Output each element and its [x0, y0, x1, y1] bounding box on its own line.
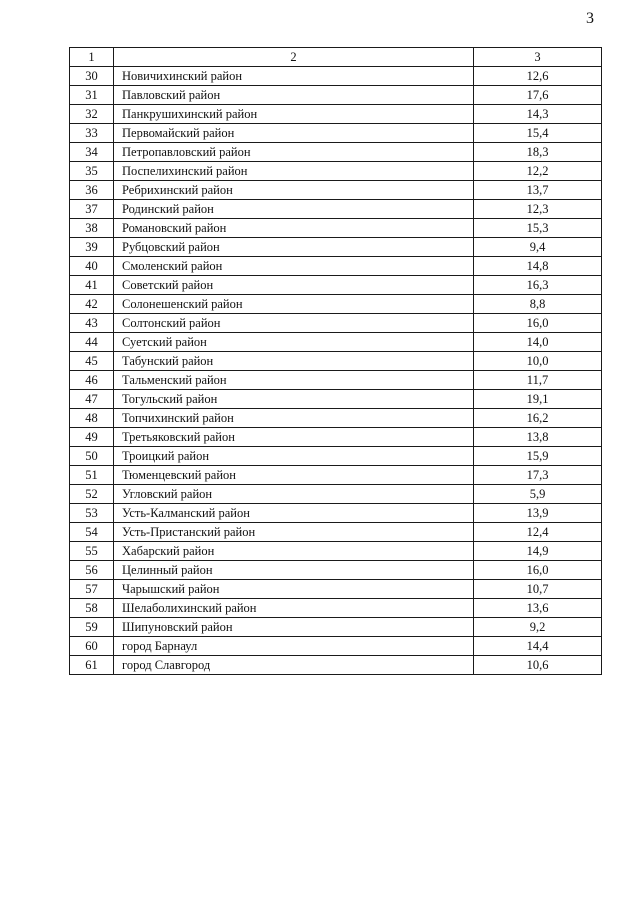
district-name: Троицкий район — [114, 447, 474, 466]
district-name: Угловский район — [114, 485, 474, 504]
row-number: 44 — [70, 333, 114, 352]
row-number: 36 — [70, 181, 114, 200]
district-name: Солонешенский район — [114, 295, 474, 314]
district-value: 14,9 — [474, 542, 602, 561]
table-row — [70, 238, 602, 257]
district-value: 13,7 — [474, 181, 602, 200]
district-name: Чарышский район — [114, 580, 474, 599]
district-name: Новичихинский район — [114, 67, 474, 86]
table-row — [70, 162, 602, 181]
district-value: 10,6 — [474, 656, 602, 675]
row-number: 57 — [70, 580, 114, 599]
district-name: Топчихинский район — [114, 409, 474, 428]
table-row — [70, 504, 602, 523]
district-name: Солтонский район — [114, 314, 474, 333]
row-number: 61 — [70, 656, 114, 675]
table-row — [70, 485, 602, 504]
district-name: Третьяковский район — [114, 428, 474, 447]
district-name: Усть-Калманский район — [114, 504, 474, 523]
district-name: Тогульский район — [114, 390, 474, 409]
district-value: 16,3 — [474, 276, 602, 295]
table-row — [70, 428, 602, 447]
district-value: 15,9 — [474, 447, 602, 466]
table-row — [70, 181, 602, 200]
district-value: 13,9 — [474, 504, 602, 523]
row-number: 47 — [70, 390, 114, 409]
row-number: 37 — [70, 200, 114, 219]
row-number: 50 — [70, 447, 114, 466]
district-table — [69, 47, 602, 675]
column-header-number: 1 — [70, 48, 114, 67]
district-value: 12,6 — [474, 67, 602, 86]
district-value: 19,1 — [474, 390, 602, 409]
table-row — [70, 656, 602, 675]
table-row — [70, 390, 602, 409]
table-row — [70, 561, 602, 580]
row-number: 31 — [70, 86, 114, 105]
district-name: Суетский район — [114, 333, 474, 352]
district-value: 5,9 — [474, 485, 602, 504]
district-name: Поспелихинский район — [114, 162, 474, 181]
table-row — [70, 523, 602, 542]
district-name: Первомайский район — [114, 124, 474, 143]
district-value: 17,6 — [474, 86, 602, 105]
district-name: Смоленский район — [114, 257, 474, 276]
district-name: город Барнаул — [114, 637, 474, 656]
district-value: 14,0 — [474, 333, 602, 352]
table-row — [70, 466, 602, 485]
table-row — [70, 257, 602, 276]
district-name: Шелаболихинский район — [114, 599, 474, 618]
table-row — [70, 447, 602, 466]
district-value: 11,7 — [474, 371, 602, 390]
row-number: 35 — [70, 162, 114, 181]
table-row — [70, 86, 602, 105]
table-row — [70, 352, 602, 371]
row-number: 58 — [70, 599, 114, 618]
page-number: 3 — [586, 10, 594, 27]
district-value: 14,3 — [474, 105, 602, 124]
row-number: 55 — [70, 542, 114, 561]
row-number: 51 — [70, 466, 114, 485]
table-row — [70, 219, 602, 238]
district-name: Панкрушихинский район — [114, 105, 474, 124]
row-number: 40 — [70, 257, 114, 276]
district-value: 12,4 — [474, 523, 602, 542]
row-number: 54 — [70, 523, 114, 542]
row-number: 30 — [70, 67, 114, 86]
district-value: 13,8 — [474, 428, 602, 447]
table-row — [70, 371, 602, 390]
row-number: 33 — [70, 124, 114, 143]
row-number: 45 — [70, 352, 114, 371]
district-name: Шипуновский район — [114, 618, 474, 637]
row-number: 39 — [70, 238, 114, 257]
table-row — [70, 143, 602, 162]
district-value: 9,4 — [474, 238, 602, 257]
row-number: 38 — [70, 219, 114, 238]
table-row — [70, 276, 602, 295]
district-name: Советский район — [114, 276, 474, 295]
district-value: 14,8 — [474, 257, 602, 276]
row-number: 46 — [70, 371, 114, 390]
row-number: 32 — [70, 105, 114, 124]
district-value: 14,4 — [474, 637, 602, 656]
row-number: 53 — [70, 504, 114, 523]
table-row — [70, 200, 602, 219]
district-name: Тюменцевский район — [114, 466, 474, 485]
district-name: Хабарский район — [114, 542, 474, 561]
table-row — [70, 409, 602, 428]
district-value: 15,3 — [474, 219, 602, 238]
table-header-row — [70, 48, 602, 67]
district-name: Ребрихинский район — [114, 181, 474, 200]
table-row — [70, 637, 602, 656]
district-name: Целинный район — [114, 561, 474, 580]
column-header-value: 3 — [474, 48, 602, 67]
row-number: 34 — [70, 143, 114, 162]
district-value: 12,3 — [474, 200, 602, 219]
row-number: 52 — [70, 485, 114, 504]
district-name: Петропавловский район — [114, 143, 474, 162]
table-row — [70, 105, 602, 124]
column-header-name: 2 — [114, 48, 474, 67]
district-value: 10,0 — [474, 352, 602, 371]
row-number: 60 — [70, 637, 114, 656]
district-name: Тальменский район — [114, 371, 474, 390]
district-value: 16,2 — [474, 409, 602, 428]
table-row — [70, 599, 602, 618]
district-name: Павловский район — [114, 86, 474, 105]
row-number: 41 — [70, 276, 114, 295]
table-row — [70, 124, 602, 143]
row-number: 59 — [70, 618, 114, 637]
district-value: 18,3 — [474, 143, 602, 162]
district-value: 15,4 — [474, 124, 602, 143]
table-row — [70, 314, 602, 333]
row-number: 49 — [70, 428, 114, 447]
district-value: 16,0 — [474, 314, 602, 333]
table-row — [70, 618, 602, 637]
row-number: 48 — [70, 409, 114, 428]
table-row — [70, 67, 602, 86]
district-value: 12,2 — [474, 162, 602, 181]
district-value: 13,6 — [474, 599, 602, 618]
district-name: Родинский район — [114, 200, 474, 219]
table-row — [70, 542, 602, 561]
table-row — [70, 580, 602, 599]
table-body — [70, 67, 602, 675]
district-value: 16,0 — [474, 561, 602, 580]
row-number: 43 — [70, 314, 114, 333]
district-name: Романовский район — [114, 219, 474, 238]
row-number: 56 — [70, 561, 114, 580]
district-value: 8,8 — [474, 295, 602, 314]
district-name: Табунский район — [114, 352, 474, 371]
district-name: город Славгород — [114, 656, 474, 675]
district-value: 17,3 — [474, 466, 602, 485]
table-row — [70, 295, 602, 314]
district-name: Усть-Пристанский район — [114, 523, 474, 542]
district-name: Рубцовский район — [114, 238, 474, 257]
row-number: 42 — [70, 295, 114, 314]
table-row — [70, 333, 602, 352]
district-value: 10,7 — [474, 580, 602, 599]
district-value: 9,2 — [474, 618, 602, 637]
